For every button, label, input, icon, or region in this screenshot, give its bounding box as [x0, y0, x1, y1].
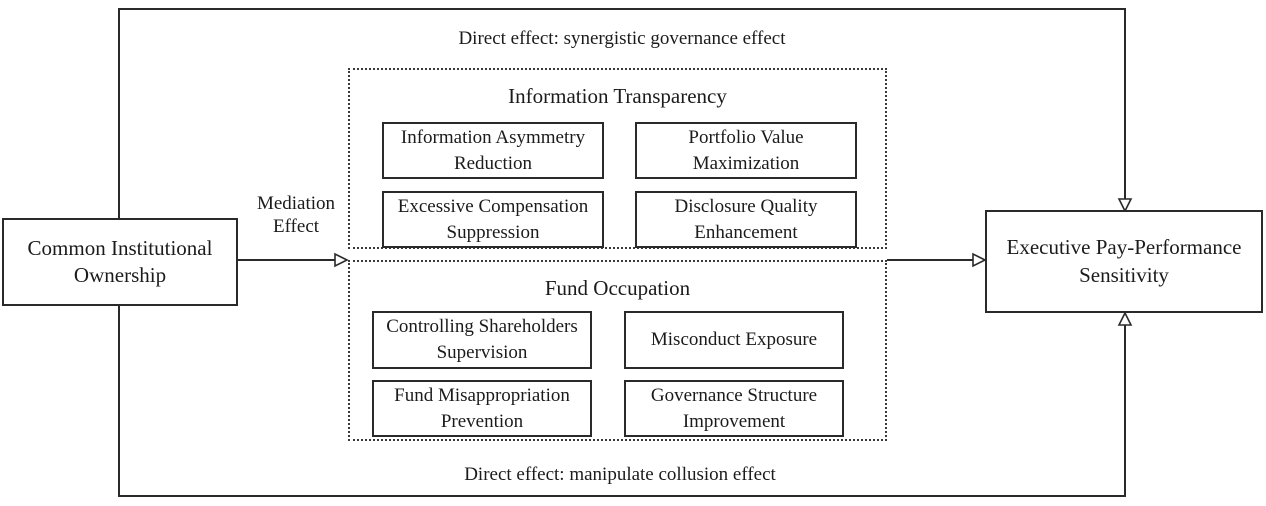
arrowhead-right-icon: [973, 254, 985, 266]
mediator-item: Disclosure Quality Enhancement: [635, 191, 857, 248]
mediator-item: Controlling Shareholders Supervision: [372, 311, 592, 369]
mediator-item: Fund Misappropriation Prevention: [372, 380, 592, 437]
node-common-institutional-ownership: Common Institutional Ownership: [2, 218, 238, 306]
arrowhead-up-icon: [1119, 313, 1131, 325]
mediator-item: Misconduct Exposure: [624, 311, 844, 369]
mediator-item: Excessive Compensation Suppression: [382, 191, 604, 248]
mediator-group-information-transparency: [348, 68, 887, 249]
node-executive-pay-performance-sensitivity: Executive Pay-Performance Sensitivity: [985, 210, 1263, 313]
mediator-item: Governance Structure Improvement: [624, 380, 844, 437]
group-title: Fund Occupation: [544, 276, 691, 300]
mediator-item: Portfolio Value Maximization: [635, 122, 857, 179]
arrowhead-right-icon: [335, 254, 347, 266]
group-title: Information Transparency: [508, 84, 727, 108]
top-direct-effect-label: Direct effect: synergistic governance effect: [458, 28, 786, 49]
mediator-group-fund-occupation: [348, 260, 887, 441]
bottom-direct-effect-label: Direct effect: manipulate collusion effect: [464, 464, 776, 485]
mediator-item: Information Asymmetry Reduction: [382, 122, 604, 179]
mediation-effect-label: Mediation Effect: [256, 193, 336, 237]
